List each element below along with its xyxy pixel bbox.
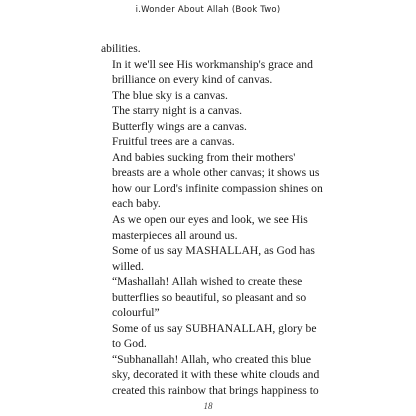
text-line: breasts are a whole other canvas; it shows us <box>112 166 320 180</box>
body-text <box>101 41 323 399</box>
paragraph <box>101 103 323 119</box>
text-line: created this rainbow that brings happiness to <box>112 384 319 398</box>
text-line: As we open our eyes and look, we see His <box>112 213 308 227</box>
text-line: The starry night is a canvas. <box>112 104 243 118</box>
text-line: In it we'll see His workmanship's grace and <box>112 57 313 71</box>
paragraph <box>101 119 323 135</box>
text-line: The blue sky is a canvas. <box>112 88 228 102</box>
paragraph <box>101 212 323 243</box>
text-line: abilities. <box>101 42 141 55</box>
text-line: sky, decorated it with these white clouds and <box>112 368 320 382</box>
text-line: colourful” <box>112 306 160 320</box>
text-line: Some of us say MASHALLAH, as God has <box>112 244 315 258</box>
text-line: “Mashallah! Allah wished to create these <box>112 275 303 289</box>
text-line: butterflies so beautiful, so pleasant and so <box>112 290 307 304</box>
paragraph <box>101 134 323 150</box>
text-line: each baby. <box>112 197 161 211</box>
paragraph <box>101 57 323 88</box>
text-line: Fruitful trees are a canvas. <box>112 135 235 149</box>
text-line: “Subhanallah! Allah, who created this blue <box>112 352 311 366</box>
running-head-title: i.Wonder About Allah (Book Two) <box>135 5 281 15</box>
text-line: how our Lord's infinite compassion shines on <box>112 181 323 195</box>
paragraph <box>101 88 323 104</box>
text-line: to God. <box>112 337 147 351</box>
text-line: masterpieces all around us. <box>112 228 238 242</box>
text-line: willed. <box>112 259 144 273</box>
paragraph <box>101 150 323 212</box>
text-line: brilliance on every kind of canvas. <box>112 73 273 87</box>
text-line: And babies sucking from their mothers' <box>112 150 296 164</box>
page-number: 18 <box>203 401 213 411</box>
paragraph <box>101 321 323 352</box>
paragraph <box>101 274 323 321</box>
text-line: Some of us say SUBHANALLAH, glory be <box>112 321 317 335</box>
text-line: Butterfly wings are a canvas. <box>112 119 247 133</box>
paragraph <box>101 352 323 399</box>
paragraph <box>101 243 323 274</box>
paragraph <box>101 41 323 57</box>
